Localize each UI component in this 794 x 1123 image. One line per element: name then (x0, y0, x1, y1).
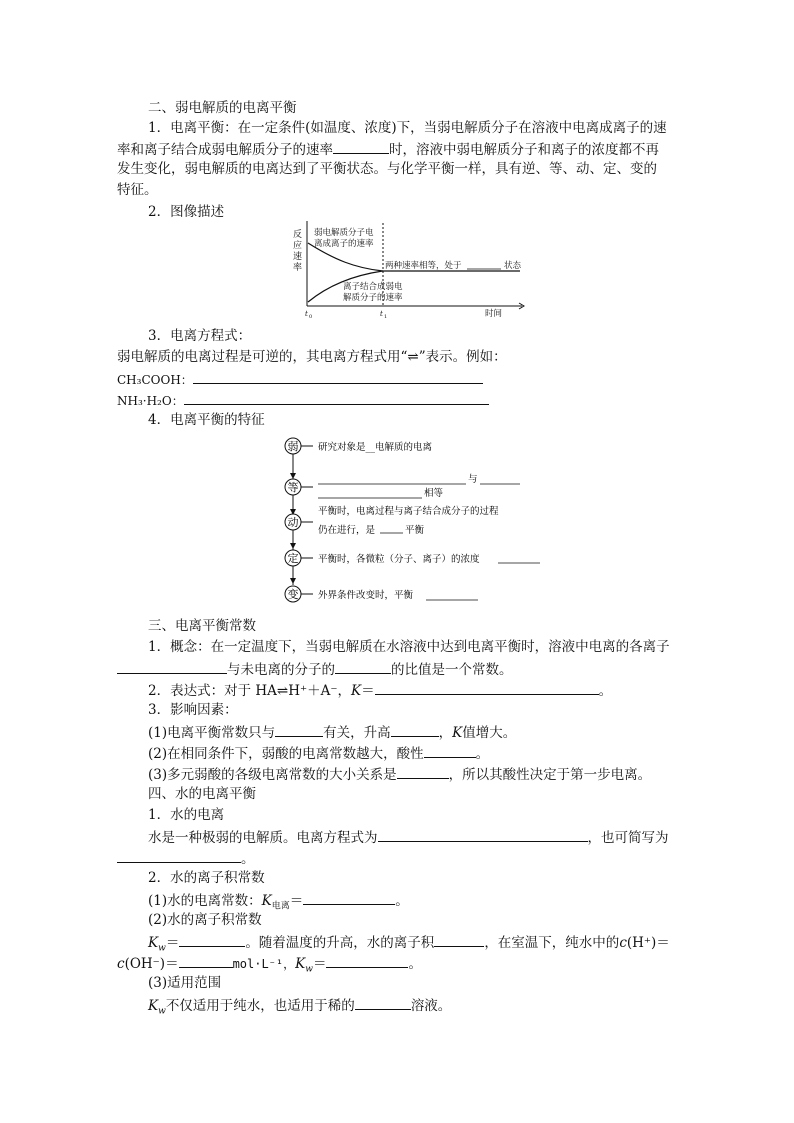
blank-line (117, 848, 241, 863)
curve-label: 离成离子的速率 (314, 239, 374, 249)
feature-dynamic (285, 505, 499, 536)
paragraph-line: (3)多元弱酸的各级电离常数的大小关系是 ，所以其酸性决定于第一步电离。 (148, 764, 651, 784)
svg-text:弱: 弱 (287, 440, 299, 453)
svg-text:平衡时，电离过程与离子结合成分子的过程: 平衡时，电离过程与离子结合成分子的过程 (318, 506, 499, 517)
paragraph-line: 特征。 (117, 182, 158, 198)
subheading: 4．电离平衡的特征 (148, 412, 265, 428)
svg-text:动: 动 (287, 516, 299, 529)
blank-line (378, 827, 588, 842)
svg-text:相等: 相等 (424, 488, 444, 499)
t1-label: t (380, 310, 383, 318)
paragraph-line: 水是一种极弱的电解质。电离方程式为 ，也可简写为 (148, 827, 669, 847)
blank-line (184, 390, 489, 405)
blank-line (193, 369, 483, 384)
curve-label: 弱电解质分子电 (314, 228, 374, 238)
paragraph-line: 。 (117, 848, 255, 868)
svg-text:仍在进行，是: 仍在进行，是 (318, 525, 376, 536)
paragraph-line: (1)水的电离常数：$K_{电离}=$ 。 (148, 890, 409, 916)
t0-label: t (305, 310, 308, 318)
paragraph-line: (2)水的离子积常数 (148, 912, 262, 928)
blank-line (117, 659, 227, 674)
equation-line: NH₃·H₂O： (117, 390, 489, 410)
paragraph-line: 3．影响因素： (148, 702, 238, 718)
graph-ylabel: 反 (293, 230, 303, 240)
feature-fixed (285, 550, 540, 566)
svg-text:变: 变 (287, 588, 299, 601)
svg-text:应: 应 (293, 241, 303, 251)
svg-text:平衡时，各微粒（分子、离子）的浓度: 平衡时，各微粒（分子、离子）的浓度 (318, 554, 480, 565)
blank-line (391, 722, 439, 737)
feature-equal (285, 473, 520, 499)
graph-xlabel: 时间 (485, 309, 503, 319)
paragraph-line: (1)电离平衡常数只与 有关，升高 ，K值增大。 (148, 722, 516, 742)
feature-change (285, 586, 478, 602)
svg-text:0: 0 (309, 314, 313, 320)
svg-text:等: 等 (287, 481, 299, 494)
blank-line (179, 932, 245, 947)
svg-text:定: 定 (287, 552, 299, 565)
feature-weak (285, 438, 433, 454)
blank-line (375, 680, 599, 695)
svg-text:研究对象是__电解质的电离: 研究对象是__电解质的电离 (318, 442, 433, 453)
paragraph-line: $K_w=$ 。随着温度的升高，水的离子积 ，在室温下，纯水中的c(H⁺)＝ (148, 932, 670, 958)
blank-line (355, 995, 411, 1010)
svg-text:平衡: 平衡 (405, 525, 425, 536)
paragraph-line: 发生变化，弱电解质的电离达到了平衡状态。与化学平衡一样，具有逆、等、动、定、变的 (117, 161, 657, 177)
svg-text:与: 与 (468, 474, 478, 485)
svg-text:外界条件改变时，平衡: 外界条件改变时，平衡 (318, 590, 414, 601)
blank-line (424, 743, 476, 758)
paragraph-line: c(OH⁻)＝ mol·L⁻¹，$K_w=$ 。 (117, 953, 422, 979)
blank-line (179, 953, 233, 968)
subheading: 2．图像描述 (148, 204, 225, 220)
section-heading: 二、弱电解质的电离平衡 (148, 100, 297, 116)
subheading: 3．电离方程式： (148, 328, 252, 344)
paragraph-line: (2)在相同条件下，弱酸的电离常数越大，酸性 。 (148, 743, 489, 763)
svg-text:状态: 状态 (504, 261, 522, 271)
blank-line (335, 659, 391, 674)
paragraph-line: 1．概念：在一定温度下，当弱电解质在水溶液中达到电离平衡时，溶液中电离的各离子 (148, 639, 670, 655)
paragraph-line: 1．电离平衡：在一定条件(如温度、浓度)下，当弱电解质分子在溶液中电离成离子的速 (148, 120, 667, 136)
paragraph-line: $K_w$不仅适用于纯水，也适用于稀的 溶液。 (148, 995, 451, 1021)
equilibrium-label: 两种速率相等，处于 (385, 261, 462, 271)
blank-line (275, 722, 323, 737)
blank-line (397, 764, 449, 779)
curve-label: 离子结合成弱电 (343, 282, 403, 292)
section-heading: 三、电离平衡常数 (148, 618, 256, 634)
blank-line (326, 953, 408, 968)
svg-text:率: 率 (293, 263, 303, 273)
svg-text:速: 速 (293, 252, 303, 262)
paragraph-line: 与未电离的分子的 的比值是一个常数。 (117, 659, 513, 679)
blank-line (303, 890, 395, 905)
curve-label: 解质分子的速率 (343, 293, 403, 303)
equation-line: CH₃COOH： (117, 369, 483, 389)
paragraph-line: 率和离子结合成弱电解质分子的速率 时，溶液中弱电解质分子和离子的浓度都不再 (117, 139, 659, 159)
subheading: 1．水的电离 (148, 807, 225, 823)
paragraph-line: 2．表达式：对于 HA⇌H⁺＋A⁻，K＝ 。 (148, 680, 612, 700)
rate-time-graph (290, 218, 530, 320)
blank-line (434, 932, 484, 947)
svg-text:1: 1 (384, 314, 388, 320)
subheading: (3)适用范围 (148, 975, 222, 991)
paragraph-line: 弱电解质的电离过程是可逆的，其电离方程式用“⇌”表示。例如： (117, 349, 507, 365)
section-heading: 四、水的电离平衡 (148, 786, 256, 802)
features-diagram (278, 432, 548, 610)
subheading: 2．水的离子积常数 (148, 870, 265, 886)
blank-line (333, 139, 389, 154)
